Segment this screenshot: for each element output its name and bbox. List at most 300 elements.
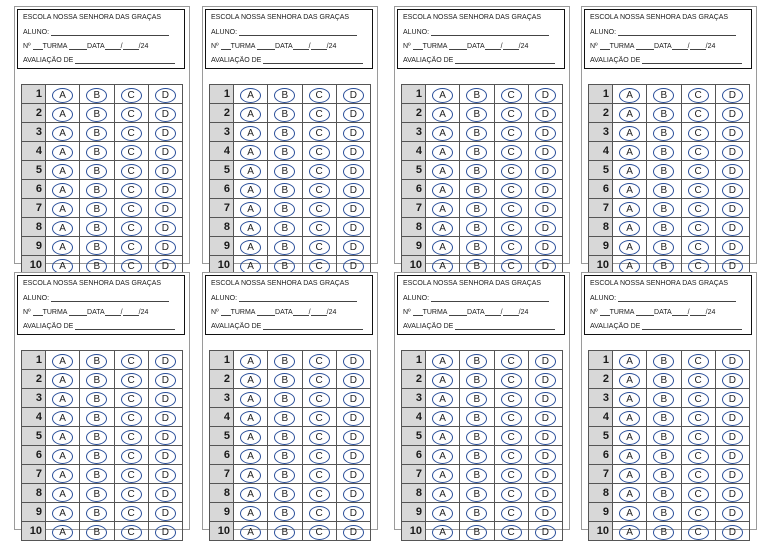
answer-bubble-b[interactable]: B: [274, 392, 295, 407]
answer-bubble-c[interactable]: C: [309, 373, 330, 388]
answer-bubble-a[interactable]: A: [240, 373, 261, 388]
answer-bubble-b[interactable]: B: [653, 411, 674, 426]
answer-bubble-a[interactable]: A: [240, 145, 261, 160]
class-blank[interactable]: [636, 42, 654, 50]
answer-bubble-d[interactable]: D: [722, 259, 743, 274]
answer-bubble-d[interactable]: D: [343, 354, 364, 369]
answer-bubble-c[interactable]: C: [309, 392, 330, 407]
answer-bubble-c[interactable]: C: [121, 449, 142, 464]
answer-bubble-a[interactable]: A: [432, 88, 453, 103]
answer-bubble-c[interactable]: C: [501, 221, 522, 236]
answer-bubble-a[interactable]: A: [432, 164, 453, 179]
answer-bubble-b[interactable]: B: [653, 487, 674, 502]
answer-bubble-c[interactable]: C: [309, 487, 330, 502]
answer-bubble-b[interactable]: B: [466, 164, 487, 179]
student-name-blank[interactable]: [239, 294, 357, 302]
number-blank[interactable]: [600, 308, 610, 316]
answer-bubble-d[interactable]: D: [155, 373, 176, 388]
answer-bubble-a[interactable]: A: [52, 430, 73, 445]
day-blank[interactable]: [293, 42, 309, 50]
answer-bubble-b[interactable]: B: [274, 88, 295, 103]
answer-bubble-d[interactable]: D: [535, 392, 556, 407]
day-blank[interactable]: [105, 42, 121, 50]
answer-bubble-c[interactable]: C: [121, 126, 142, 141]
answer-bubble-d[interactable]: D: [155, 468, 176, 483]
answer-bubble-a[interactable]: A: [619, 449, 640, 464]
answer-bubble-b[interactable]: B: [653, 506, 674, 521]
answer-bubble-c[interactable]: C: [121, 373, 142, 388]
answer-bubble-a[interactable]: A: [432, 221, 453, 236]
evaluation-blank[interactable]: [455, 56, 555, 64]
answer-bubble-c[interactable]: C: [309, 468, 330, 483]
answer-bubble-d[interactable]: D: [343, 88, 364, 103]
answer-bubble-b[interactable]: B: [653, 354, 674, 369]
answer-bubble-d[interactable]: D: [722, 373, 743, 388]
answer-bubble-b[interactable]: B: [466, 373, 487, 388]
answer-bubble-c[interactable]: C: [688, 487, 709, 502]
answer-bubble-a[interactable]: A: [619, 164, 640, 179]
answer-bubble-c[interactable]: C: [501, 107, 522, 122]
answer-bubble-c[interactable]: C: [688, 392, 709, 407]
answer-bubble-d[interactable]: D: [343, 525, 364, 540]
answer-bubble-c[interactable]: C: [688, 411, 709, 426]
answer-bubble-a[interactable]: A: [619, 107, 640, 122]
answer-bubble-d[interactable]: D: [535, 221, 556, 236]
answer-bubble-b[interactable]: B: [86, 411, 107, 426]
month-blank[interactable]: [500, 42, 519, 50]
answer-bubble-a[interactable]: A: [432, 487, 453, 502]
answer-bubble-d[interactable]: D: [343, 221, 364, 236]
answer-bubble-a[interactable]: A: [619, 373, 640, 388]
answer-bubble-b[interactable]: B: [466, 240, 487, 255]
answer-bubble-c[interactable]: C: [688, 145, 709, 160]
answer-bubble-a[interactable]: A: [52, 506, 73, 521]
answer-bubble-b[interactable]: B: [466, 525, 487, 540]
evaluation-blank[interactable]: [263, 56, 363, 64]
answer-bubble-c[interactable]: C: [121, 430, 142, 445]
answer-bubble-d[interactable]: D: [722, 487, 743, 502]
answer-bubble-a[interactable]: A: [240, 354, 261, 369]
answer-bubble-c[interactable]: C: [501, 487, 522, 502]
answer-bubble-d[interactable]: D: [535, 164, 556, 179]
answer-bubble-a[interactable]: A: [52, 88, 73, 103]
answer-bubble-a[interactable]: A: [432, 411, 453, 426]
answer-bubble-c[interactable]: C: [121, 354, 142, 369]
answer-bubble-c[interactable]: C: [688, 354, 709, 369]
answer-bubble-b[interactable]: B: [653, 373, 674, 388]
answer-bubble-d[interactable]: D: [535, 373, 556, 388]
answer-bubble-a[interactable]: A: [432, 525, 453, 540]
answer-bubble-d[interactable]: D: [343, 164, 364, 179]
number-blank[interactable]: [221, 308, 231, 316]
answer-bubble-a[interactable]: A: [240, 88, 261, 103]
answer-bubble-b[interactable]: B: [86, 392, 107, 407]
answer-bubble-a[interactable]: A: [432, 506, 453, 521]
answer-bubble-b[interactable]: B: [86, 354, 107, 369]
answer-bubble-d[interactable]: D: [535, 202, 556, 217]
answer-bubble-a[interactable]: A: [240, 202, 261, 217]
answer-bubble-d[interactable]: D: [535, 487, 556, 502]
answer-bubble-b[interactable]: B: [274, 126, 295, 141]
answer-bubble-a[interactable]: A: [240, 240, 261, 255]
day-blank[interactable]: [485, 42, 501, 50]
answer-bubble-b[interactable]: B: [466, 449, 487, 464]
answer-bubble-a[interactable]: A: [432, 240, 453, 255]
answer-bubble-a[interactable]: A: [52, 240, 73, 255]
answer-bubble-a[interactable]: A: [240, 525, 261, 540]
answer-bubble-c[interactable]: C: [501, 126, 522, 141]
answer-bubble-a[interactable]: A: [432, 107, 453, 122]
answer-bubble-d[interactable]: D: [343, 259, 364, 274]
answer-bubble-d[interactable]: D: [155, 430, 176, 445]
answer-bubble-b[interactable]: B: [466, 183, 487, 198]
answer-bubble-c[interactable]: C: [121, 164, 142, 179]
answer-bubble-c[interactable]: C: [688, 525, 709, 540]
class-blank[interactable]: [69, 308, 87, 316]
answer-bubble-d[interactable]: D: [535, 240, 556, 255]
answer-bubble-a[interactable]: A: [240, 126, 261, 141]
answer-bubble-c[interactable]: C: [688, 164, 709, 179]
answer-bubble-b[interactable]: B: [653, 449, 674, 464]
answer-bubble-d[interactable]: D: [343, 449, 364, 464]
answer-bubble-d[interactable]: D: [722, 392, 743, 407]
answer-bubble-d[interactable]: D: [155, 449, 176, 464]
answer-bubble-d[interactable]: D: [535, 145, 556, 160]
answer-bubble-c[interactable]: C: [501, 430, 522, 445]
answer-bubble-d[interactable]: D: [343, 468, 364, 483]
answer-bubble-b[interactable]: B: [274, 107, 295, 122]
answer-bubble-b[interactable]: B: [86, 525, 107, 540]
answer-bubble-b[interactable]: B: [466, 392, 487, 407]
answer-bubble-b[interactable]: B: [274, 259, 295, 274]
answer-bubble-a[interactable]: A: [432, 354, 453, 369]
answer-bubble-b[interactable]: B: [653, 259, 674, 274]
month-blank[interactable]: [687, 308, 706, 316]
answer-bubble-b[interactable]: B: [274, 525, 295, 540]
answer-bubble-a[interactable]: A: [619, 411, 640, 426]
answer-bubble-c[interactable]: C: [121, 183, 142, 198]
answer-bubble-c[interactable]: C: [309, 259, 330, 274]
answer-bubble-d[interactable]: D: [722, 430, 743, 445]
answer-bubble-c[interactable]: C: [688, 221, 709, 236]
answer-bubble-b[interactable]: B: [86, 468, 107, 483]
class-blank[interactable]: [257, 308, 275, 316]
answer-bubble-c[interactable]: C: [688, 107, 709, 122]
answer-bubble-a[interactable]: A: [240, 411, 261, 426]
answer-bubble-b[interactable]: B: [86, 107, 107, 122]
number-blank[interactable]: [221, 42, 231, 50]
answer-bubble-d[interactable]: D: [343, 430, 364, 445]
student-name-blank[interactable]: [431, 294, 549, 302]
answer-bubble-c[interactable]: C: [688, 373, 709, 388]
month-blank[interactable]: [500, 308, 519, 316]
answer-bubble-b[interactable]: B: [274, 240, 295, 255]
answer-bubble-b[interactable]: B: [653, 468, 674, 483]
student-name-blank[interactable]: [51, 294, 169, 302]
answer-bubble-a[interactable]: A: [52, 126, 73, 141]
answer-bubble-d[interactable]: D: [343, 183, 364, 198]
answer-bubble-c[interactable]: C: [309, 145, 330, 160]
answer-bubble-b[interactable]: B: [86, 506, 107, 521]
answer-bubble-d[interactable]: D: [343, 145, 364, 160]
answer-bubble-b[interactable]: B: [274, 373, 295, 388]
month-blank[interactable]: [120, 42, 139, 50]
month-blank[interactable]: [687, 42, 706, 50]
answer-bubble-a[interactable]: A: [52, 183, 73, 198]
answer-bubble-b[interactable]: B: [466, 126, 487, 141]
answer-bubble-a[interactable]: A: [52, 145, 73, 160]
answer-bubble-b[interactable]: B: [466, 468, 487, 483]
answer-bubble-d[interactable]: D: [535, 259, 556, 274]
answer-bubble-a[interactable]: A: [52, 202, 73, 217]
month-blank[interactable]: [120, 308, 139, 316]
student-name-blank[interactable]: [431, 28, 549, 36]
answer-bubble-b[interactable]: B: [653, 107, 674, 122]
answer-bubble-d[interactable]: D: [535, 126, 556, 141]
evaluation-blank[interactable]: [642, 56, 742, 64]
answer-bubble-d[interactable]: D: [155, 164, 176, 179]
answer-bubble-d[interactable]: D: [535, 468, 556, 483]
answer-bubble-a[interactable]: A: [432, 126, 453, 141]
answer-bubble-b[interactable]: B: [274, 221, 295, 236]
answer-bubble-b[interactable]: B: [466, 107, 487, 122]
answer-bubble-d[interactable]: D: [722, 354, 743, 369]
answer-bubble-b[interactable]: B: [274, 354, 295, 369]
answer-bubble-d[interactable]: D: [155, 126, 176, 141]
answer-bubble-c[interactable]: C: [121, 259, 142, 274]
answer-bubble-c[interactable]: C: [121, 411, 142, 426]
answer-bubble-a[interactable]: A: [619, 240, 640, 255]
answer-bubble-d[interactable]: D: [155, 107, 176, 122]
answer-bubble-c[interactable]: C: [121, 525, 142, 540]
answer-bubble-b[interactable]: B: [86, 259, 107, 274]
answer-bubble-b[interactable]: B: [86, 449, 107, 464]
answer-bubble-c[interactable]: C: [501, 525, 522, 540]
answer-bubble-a[interactable]: A: [240, 468, 261, 483]
student-name-blank[interactable]: [618, 28, 736, 36]
answer-bubble-d[interactable]: D: [535, 88, 556, 103]
number-blank[interactable]: [413, 42, 423, 50]
answer-bubble-a[interactable]: A: [432, 373, 453, 388]
answer-bubble-b[interactable]: B: [653, 525, 674, 540]
answer-bubble-a[interactable]: A: [619, 183, 640, 198]
answer-bubble-b[interactable]: B: [86, 373, 107, 388]
day-blank[interactable]: [105, 308, 121, 316]
answer-bubble-c[interactable]: C: [309, 449, 330, 464]
answer-bubble-b[interactable]: B: [466, 145, 487, 160]
answer-bubble-d[interactable]: D: [155, 240, 176, 255]
answer-bubble-d[interactable]: D: [722, 449, 743, 464]
answer-bubble-a[interactable]: A: [432, 392, 453, 407]
answer-bubble-c[interactable]: C: [688, 240, 709, 255]
answer-bubble-b[interactable]: B: [274, 411, 295, 426]
answer-bubble-b[interactable]: B: [274, 468, 295, 483]
answer-bubble-a[interactable]: A: [52, 411, 73, 426]
answer-bubble-b[interactable]: B: [274, 145, 295, 160]
answer-bubble-c[interactable]: C: [688, 468, 709, 483]
answer-bubble-c[interactable]: C: [501, 164, 522, 179]
answer-bubble-c[interactable]: C: [309, 183, 330, 198]
answer-bubble-c[interactable]: C: [309, 107, 330, 122]
answer-bubble-a[interactable]: A: [432, 430, 453, 445]
answer-bubble-a[interactable]: A: [619, 506, 640, 521]
answer-bubble-c[interactable]: C: [688, 88, 709, 103]
answer-bubble-a[interactable]: A: [619, 525, 640, 540]
answer-bubble-a[interactable]: A: [52, 525, 73, 540]
answer-bubble-d[interactable]: D: [343, 107, 364, 122]
answer-bubble-b[interactable]: B: [86, 240, 107, 255]
answer-bubble-d[interactable]: D: [155, 487, 176, 502]
answer-bubble-a[interactable]: A: [619, 221, 640, 236]
answer-bubble-b[interactable]: B: [653, 145, 674, 160]
answer-bubble-c[interactable]: C: [121, 487, 142, 502]
answer-bubble-a[interactable]: A: [432, 183, 453, 198]
answer-bubble-d[interactable]: D: [155, 145, 176, 160]
answer-bubble-c[interactable]: C: [501, 506, 522, 521]
evaluation-blank[interactable]: [75, 322, 175, 330]
answer-bubble-b[interactable]: B: [86, 487, 107, 502]
answer-bubble-d[interactable]: D: [343, 392, 364, 407]
answer-bubble-b[interactable]: B: [86, 221, 107, 236]
answer-bubble-b[interactable]: B: [466, 487, 487, 502]
evaluation-blank[interactable]: [642, 322, 742, 330]
answer-bubble-d[interactable]: D: [535, 183, 556, 198]
answer-bubble-b[interactable]: B: [274, 164, 295, 179]
answer-bubble-d[interactable]: D: [722, 183, 743, 198]
answer-bubble-d[interactable]: D: [722, 506, 743, 521]
answer-bubble-d[interactable]: D: [535, 449, 556, 464]
answer-bubble-b[interactable]: B: [466, 411, 487, 426]
answer-bubble-a[interactable]: A: [52, 259, 73, 274]
answer-bubble-d[interactable]: D: [343, 506, 364, 521]
answer-bubble-a[interactable]: A: [619, 126, 640, 141]
answer-bubble-d[interactable]: D: [535, 411, 556, 426]
number-blank[interactable]: [600, 42, 610, 50]
answer-bubble-a[interactable]: A: [240, 221, 261, 236]
answer-bubble-d[interactable]: D: [722, 164, 743, 179]
answer-bubble-d[interactable]: D: [722, 240, 743, 255]
answer-bubble-a[interactable]: A: [240, 430, 261, 445]
answer-bubble-b[interactable]: B: [653, 430, 674, 445]
evaluation-blank[interactable]: [455, 322, 555, 330]
answer-bubble-a[interactable]: A: [432, 202, 453, 217]
answer-bubble-b[interactable]: B: [86, 145, 107, 160]
answer-bubble-d[interactable]: D: [155, 259, 176, 274]
answer-bubble-b[interactable]: B: [274, 449, 295, 464]
answer-bubble-b[interactable]: B: [274, 487, 295, 502]
answer-bubble-a[interactable]: A: [52, 392, 73, 407]
answer-bubble-b[interactable]: B: [653, 240, 674, 255]
answer-bubble-c[interactable]: C: [688, 259, 709, 274]
answer-bubble-d[interactable]: D: [155, 221, 176, 236]
answer-bubble-a[interactable]: A: [619, 487, 640, 502]
answer-bubble-a[interactable]: A: [52, 487, 73, 502]
answer-bubble-d[interactable]: D: [155, 183, 176, 198]
answer-bubble-c[interactable]: C: [309, 430, 330, 445]
answer-bubble-b[interactable]: B: [466, 202, 487, 217]
answer-bubble-c[interactable]: C: [309, 164, 330, 179]
day-blank[interactable]: [672, 42, 688, 50]
evaluation-blank[interactable]: [75, 56, 175, 64]
answer-bubble-b[interactable]: B: [653, 221, 674, 236]
answer-bubble-a[interactable]: A: [240, 449, 261, 464]
answer-bubble-c[interactable]: C: [688, 430, 709, 445]
answer-bubble-d[interactable]: D: [722, 525, 743, 540]
answer-bubble-c[interactable]: C: [121, 88, 142, 103]
answer-bubble-c[interactable]: C: [501, 259, 522, 274]
answer-bubble-c[interactable]: C: [501, 411, 522, 426]
answer-bubble-b[interactable]: B: [466, 430, 487, 445]
answer-bubble-a[interactable]: A: [52, 449, 73, 464]
answer-bubble-d[interactable]: D: [722, 145, 743, 160]
class-blank[interactable]: [449, 42, 467, 50]
answer-bubble-d[interactable]: D: [343, 240, 364, 255]
class-blank[interactable]: [257, 42, 275, 50]
answer-bubble-d[interactable]: D: [343, 373, 364, 388]
class-blank[interactable]: [449, 308, 467, 316]
answer-bubble-a[interactable]: A: [619, 430, 640, 445]
answer-bubble-d[interactable]: D: [535, 430, 556, 445]
answer-bubble-c[interactable]: C: [121, 145, 142, 160]
answer-bubble-b[interactable]: B: [86, 88, 107, 103]
answer-bubble-c[interactable]: C: [309, 240, 330, 255]
answer-bubble-c[interactable]: C: [688, 449, 709, 464]
answer-bubble-c[interactable]: C: [688, 126, 709, 141]
answer-bubble-d[interactable]: D: [155, 202, 176, 217]
student-name-blank[interactable]: [239, 28, 357, 36]
answer-bubble-b[interactable]: B: [653, 183, 674, 198]
answer-bubble-a[interactable]: A: [619, 145, 640, 160]
day-blank[interactable]: [293, 308, 309, 316]
answer-bubble-c[interactable]: C: [688, 506, 709, 521]
answer-bubble-c[interactable]: C: [121, 107, 142, 122]
answer-bubble-d[interactable]: D: [343, 411, 364, 426]
answer-bubble-d[interactable]: D: [722, 202, 743, 217]
answer-bubble-d[interactable]: D: [343, 202, 364, 217]
class-blank[interactable]: [69, 42, 87, 50]
answer-bubble-b[interactable]: B: [274, 506, 295, 521]
answer-bubble-a[interactable]: A: [432, 259, 453, 274]
answer-bubble-c[interactable]: C: [309, 202, 330, 217]
answer-bubble-a[interactable]: A: [432, 449, 453, 464]
answer-bubble-a[interactable]: A: [619, 259, 640, 274]
answer-bubble-d[interactable]: D: [155, 525, 176, 540]
answer-bubble-d[interactable]: D: [155, 506, 176, 521]
number-blank[interactable]: [413, 308, 423, 316]
answer-bubble-b[interactable]: B: [653, 392, 674, 407]
answer-bubble-c[interactable]: C: [121, 468, 142, 483]
answer-bubble-a[interactable]: A: [619, 202, 640, 217]
answer-bubble-a[interactable]: A: [619, 468, 640, 483]
answer-bubble-a[interactable]: A: [52, 164, 73, 179]
answer-bubble-d[interactable]: D: [722, 126, 743, 141]
class-blank[interactable]: [636, 308, 654, 316]
answer-bubble-d[interactable]: D: [535, 506, 556, 521]
answer-bubble-a[interactable]: A: [240, 506, 261, 521]
answer-bubble-c[interactable]: C: [501, 468, 522, 483]
answer-bubble-a[interactable]: A: [240, 107, 261, 122]
answer-bubble-b[interactable]: B: [653, 202, 674, 217]
day-blank[interactable]: [672, 308, 688, 316]
student-name-blank[interactable]: [51, 28, 169, 36]
answer-bubble-b[interactable]: B: [86, 126, 107, 141]
answer-bubble-a[interactable]: A: [619, 354, 640, 369]
answer-bubble-b[interactable]: B: [86, 183, 107, 198]
answer-bubble-a[interactable]: A: [52, 107, 73, 122]
answer-bubble-d[interactable]: D: [155, 392, 176, 407]
answer-bubble-d[interactable]: D: [535, 354, 556, 369]
answer-bubble-c[interactable]: C: [121, 221, 142, 236]
